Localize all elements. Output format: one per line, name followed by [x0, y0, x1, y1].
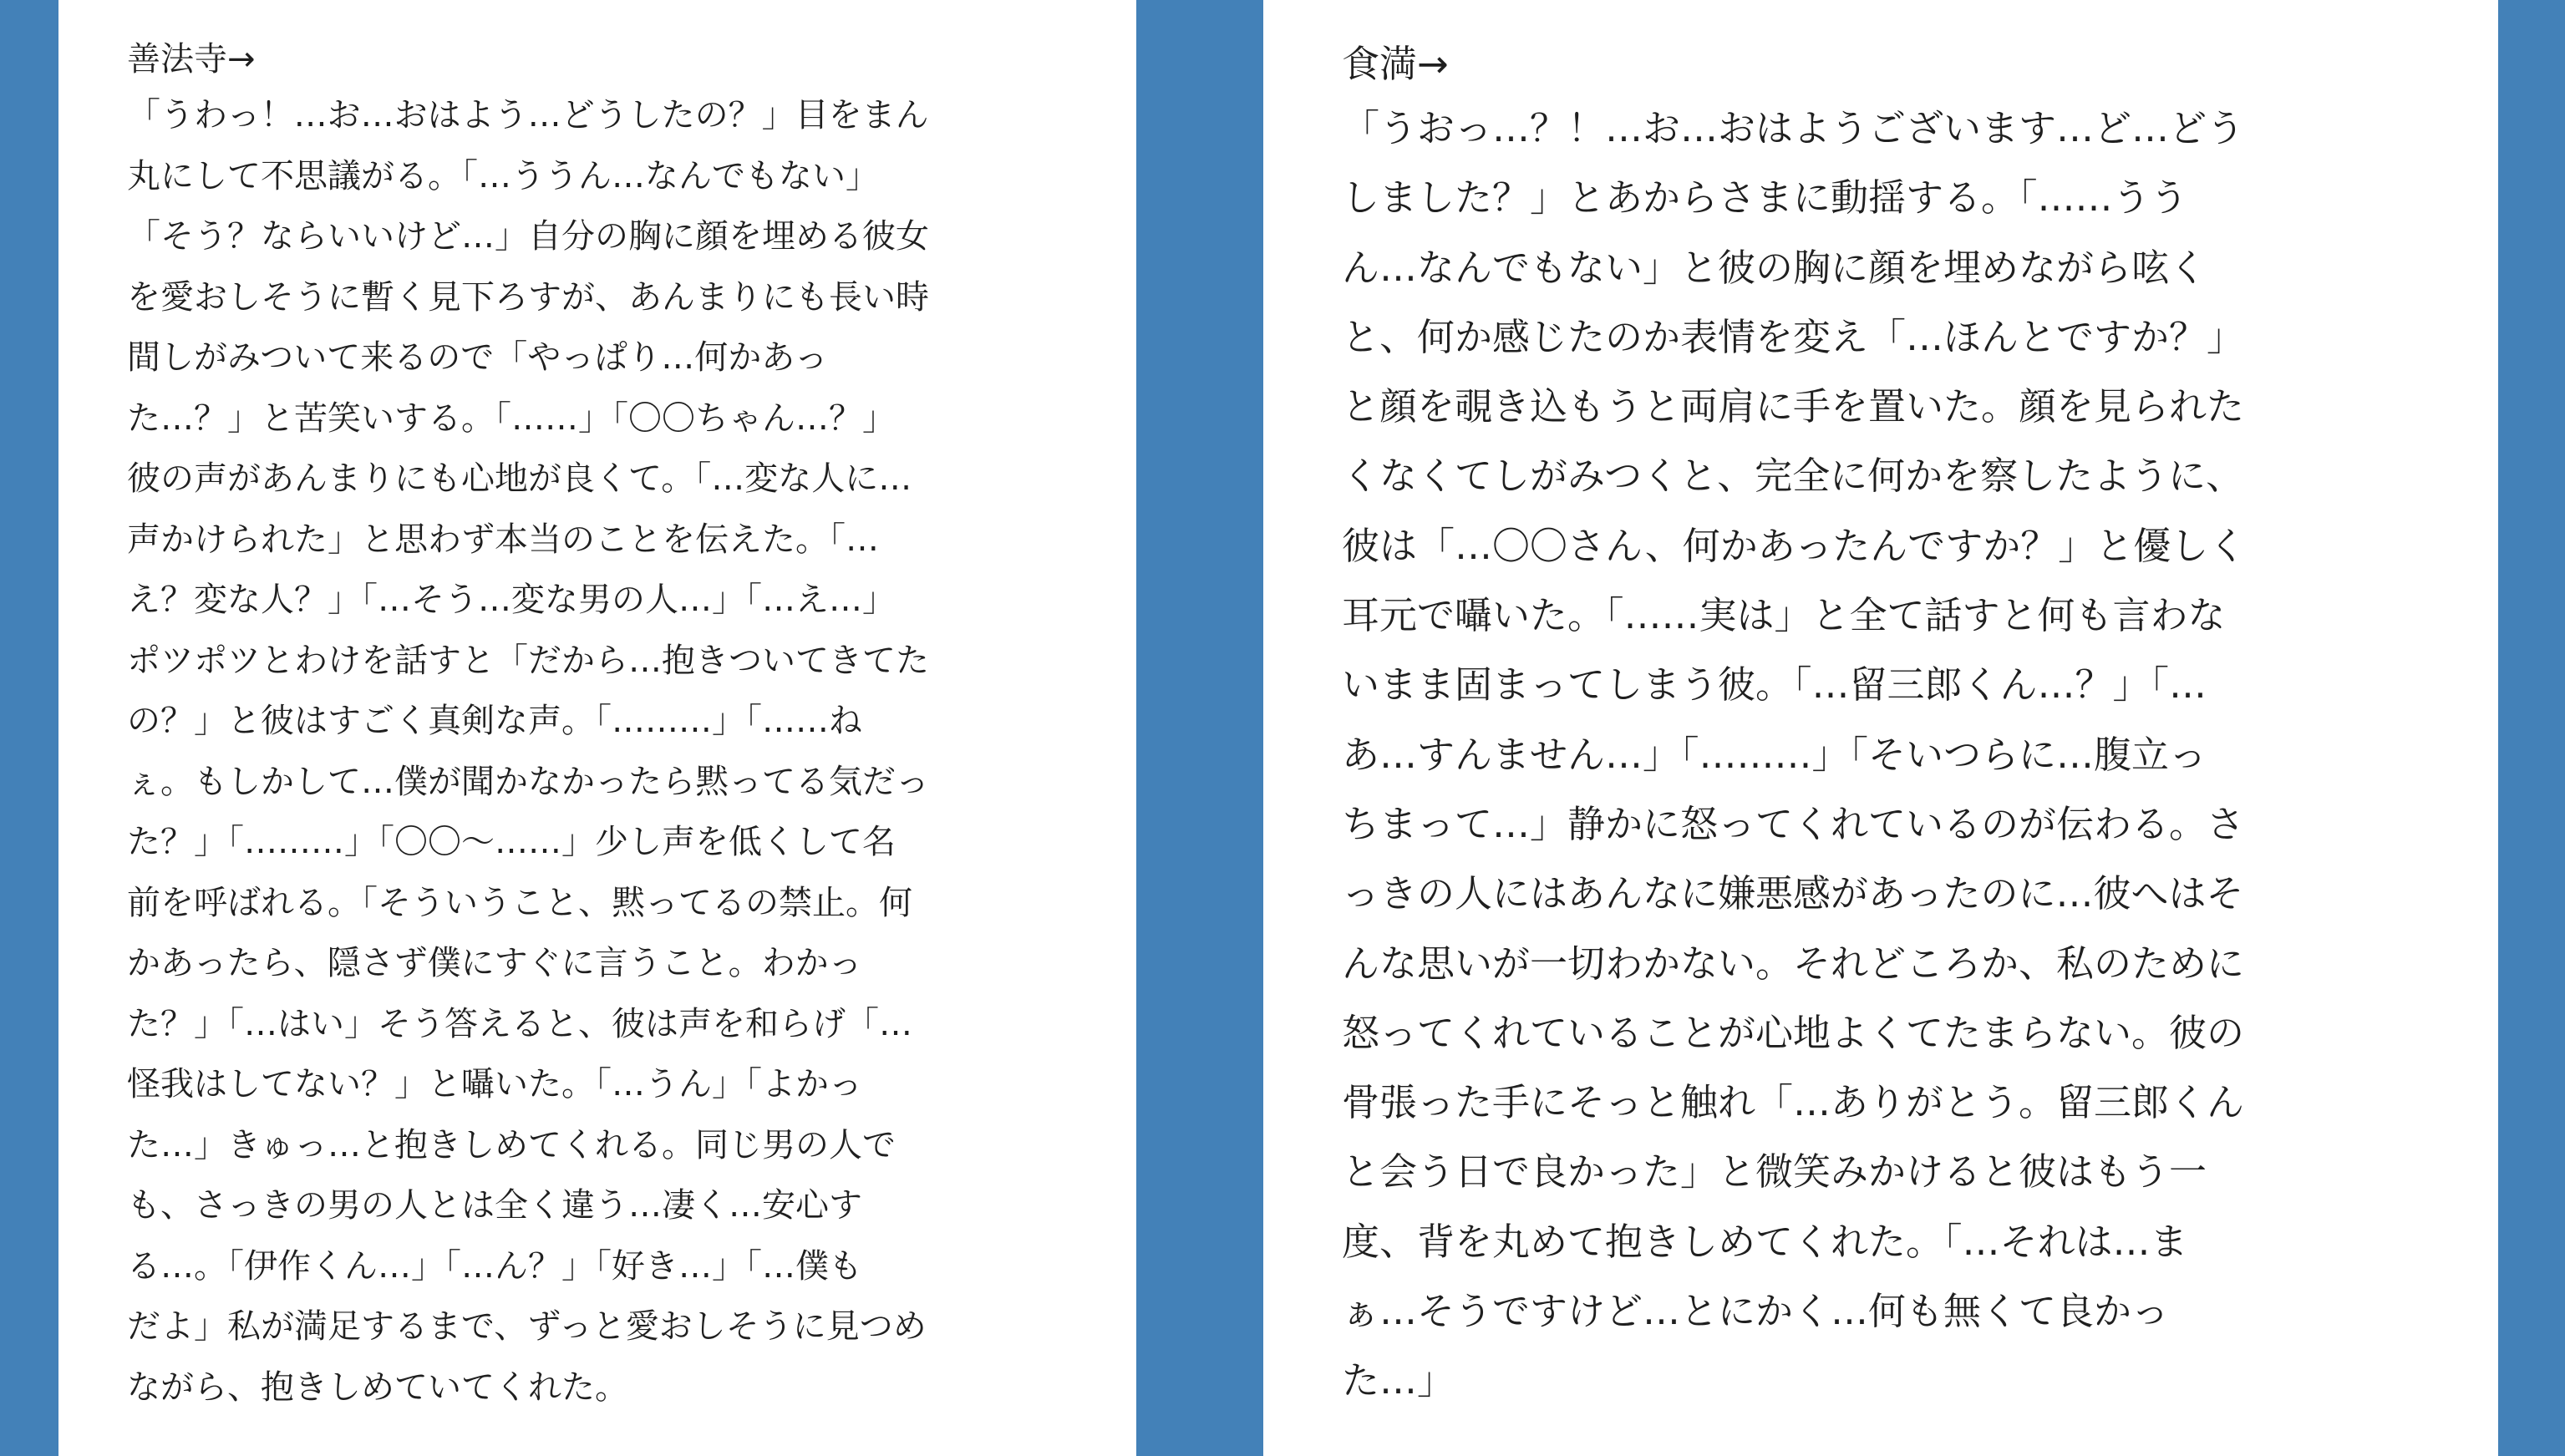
text-line: 間しがみついて来るので「やっぱり…何かあっ — [127, 338, 828, 377]
panel-title: 食満→ — [1342, 42, 1449, 86]
text-line: ポツポツとわけを話すと「だから…抱きついてきてた — [127, 641, 929, 680]
text-line: 怒ってくれていることが心地よくてたまらない。彼の — [1342, 1010, 2245, 1055]
text-line: た…」 — [1342, 1358, 1455, 1403]
text-line: た…」きゅっ…と抱きしめてくれる。同じ男の人で — [127, 1125, 896, 1164]
text-line: 前を呼ばれる。「そういうこと、黙ってるの禁止。何 — [127, 883, 912, 922]
text-line: 彼は「…〇〇さん、何かあったんですか？」と優しく — [1342, 523, 2247, 568]
text-line: だよ」私が満足するまで、ずっと愛おしそうに見つめ — [127, 1307, 927, 1346]
text-line: 丸にして不思議がる。「…ううん…なんでもない」 — [127, 156, 879, 195]
text-line: た？」「…はい」そう答えると、彼は声を和らげ「… — [127, 1004, 912, 1043]
text-line: 声かけられた」と思わず本当のことを伝えた。「… — [127, 520, 879, 559]
text-line: 「そう？ならいいけど…」自分の胸に顔を埋める彼女 — [127, 217, 929, 256]
text-line: いまま固まってしまう彼。「…留三郎くん…？」「… — [1342, 662, 2207, 708]
text-line: 耳元で囁いた。「……実は」と全て話すと何も言わな — [1342, 593, 2226, 638]
text-line: 骨張った手にそっと触れ「…ありがとう。留三郎くん — [1342, 1080, 2245, 1125]
text-line: る…。「伊作くん…」「…ん？」「好き…」「…僕も — [127, 1246, 862, 1286]
text-line: の？」と彼はすごく真剣な声。「………」「……ね — [127, 702, 862, 740]
text-line: 彼の声があんまりにも心地が良くて。「…変な人に… — [127, 459, 912, 498]
text-line: と、何か感じたのか表情を変え「…ほんとですか？」 — [1342, 314, 2245, 359]
text-line: ちまって…」静かに怒ってくれているのが伝わる。さ — [1342, 801, 2245, 846]
text-line: 「うおっ…？！…お…おはようございます…ど…どう — [1342, 106, 2245, 150]
text-line: と顔を覗き込もうと両肩に手を置いた。顔を見られた — [1342, 384, 2245, 429]
text-line: あ…すんません…」「………」「そいつらに…腹立っ — [1342, 732, 2207, 777]
text-line: んな思いが一切わかない。それどころか、私のために — [1342, 941, 2245, 986]
text-line: ながら、抱きしめていてくれた。 — [127, 1367, 628, 1407]
panel-title: 善法寺→ — [127, 40, 256, 79]
panel-body — [127, 85, 1086, 1418]
text-line: しました？」とあからさまに動揺する。「……うう — [1342, 175, 2188, 221]
text-line: 「うわっ！…お…おはよう…どうしたの？」目をまん — [127, 96, 929, 134]
text-line: を愛おしそうに暫く見下ろすが、あんまりにも長い時 — [127, 277, 929, 317]
text-line: た？」「………」「〇〇〜……」少し声を低くして名 — [127, 823, 896, 861]
text-line: 度、背を丸めて抱きしめてくれた。「…それは…ま — [1342, 1219, 2188, 1264]
text-line: も、さっきの男の人とは全く違う…凄く…安心す — [127, 1186, 862, 1225]
text-line: 怪我はしてない？」と囁いた。「…うん」「よかっ — [127, 1065, 862, 1103]
text-line: ん…なんでもない」と彼の胸に顔を埋めながら呟く — [1342, 245, 2207, 290]
text-line: ぁ…そうですけど…とにかく…何も無くて良かっ — [1342, 1289, 2170, 1334]
text-line: ぇ。もしかして…僕が聞かなかったら黙ってる気だっ — [127, 762, 929, 801]
right-text-panel — [1263, 0, 2498, 1456]
left-text-panel — [58, 0, 1136, 1456]
text-line: っきの人にはあんなに嫌悪感があったのに…彼へはそ — [1342, 871, 2244, 916]
text-line: た…？」と苦笑いする。「……」「〇〇ちゃん…？」 — [127, 398, 896, 438]
text-line: かあったら、隠さず僕にすぐに言うこと。わかっ — [127, 944, 862, 982]
text-line: くなくてしがみつくと、完全に何かを察したように、 — [1342, 454, 2244, 499]
text-line: え？変な人？」「…そう…変な男の人…」「…え…」 — [127, 581, 896, 619]
text-line: と会う日で良かった」と微笑みかけると彼はもう一 — [1342, 1149, 2207, 1195]
panel-body — [1342, 94, 2448, 1416]
